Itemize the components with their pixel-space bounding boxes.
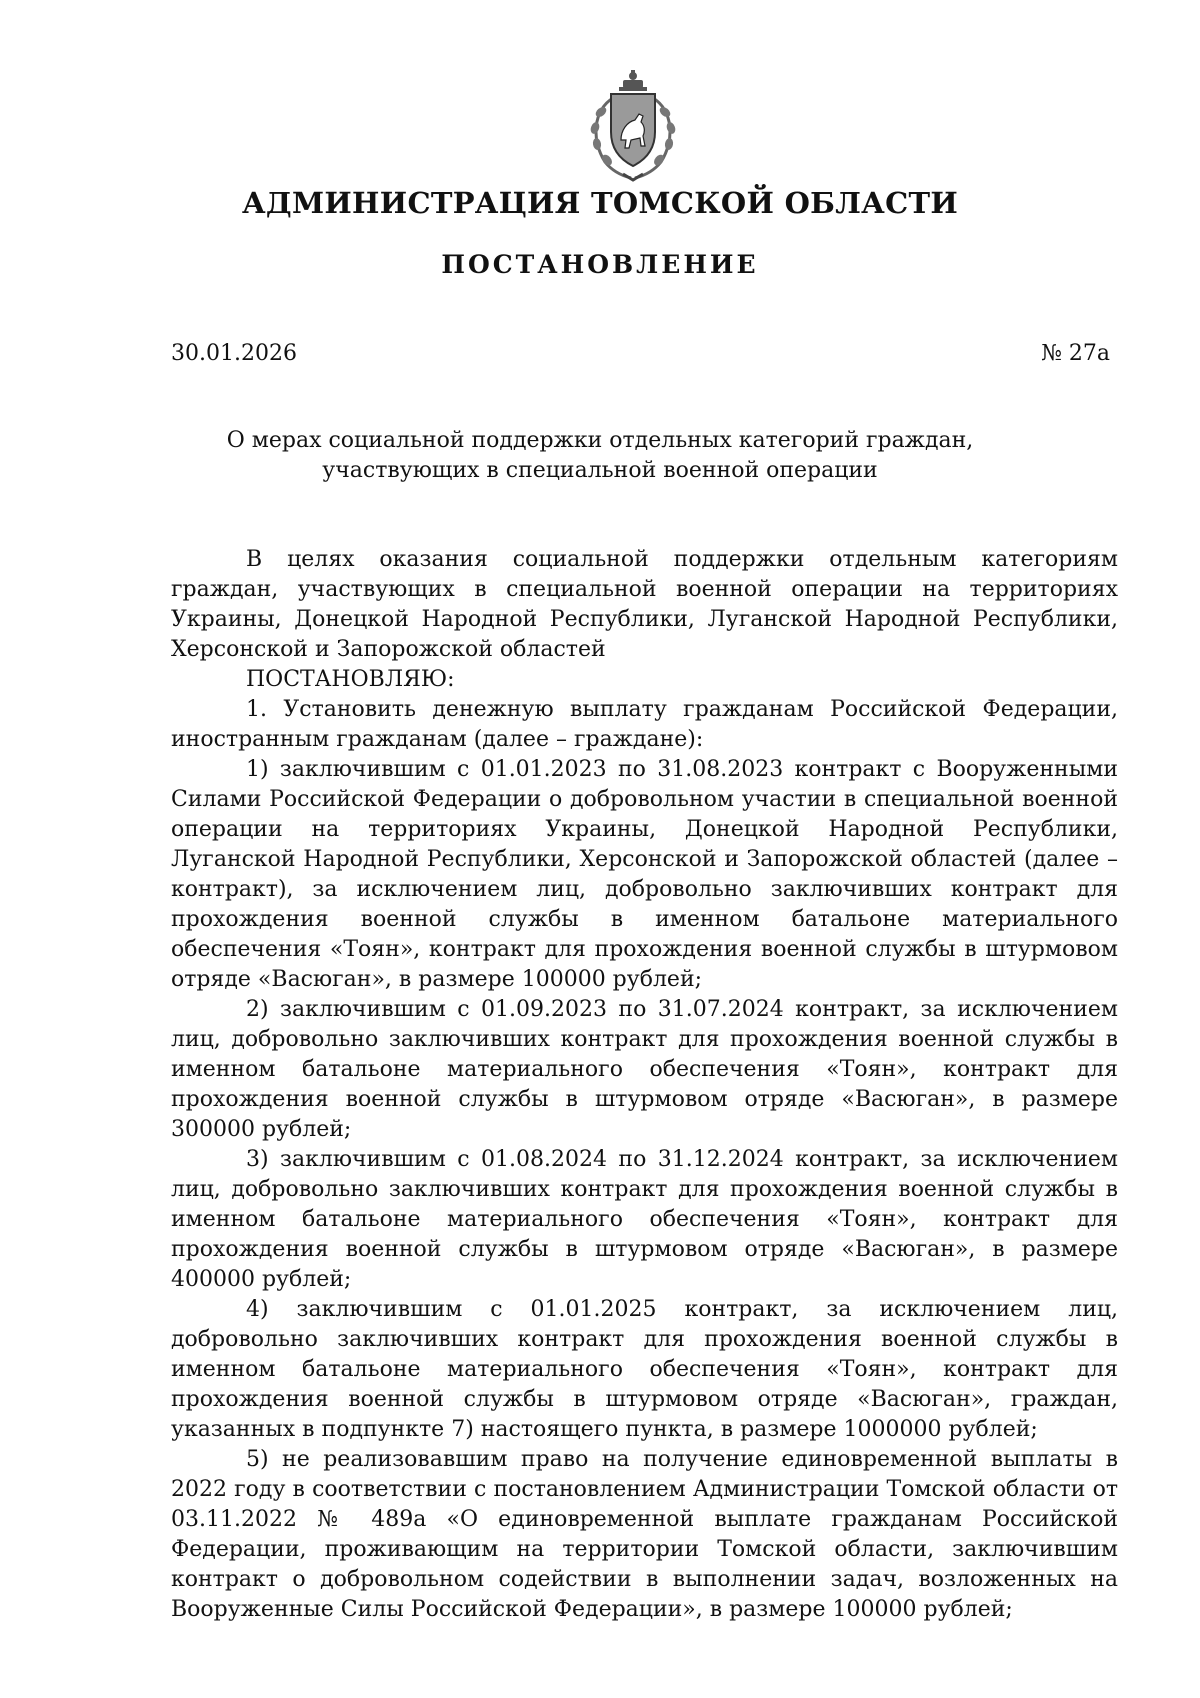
document-subject — [0, 426, 1200, 486]
body-paragraph: 2) заключившим с 01.09.2023 по 31.07.2024 контракт, за исключением лиц, добровольно заключивших контракт для прохождения военной службы в именном батальоне материального обеспечения «Тоян», контракт для прохождения военной службы в штурмовом отряде «Васюган», в размере 300000 рублей; — [171, 997, 1118, 1142]
document-body — [171, 545, 1118, 1625]
body-paragraph: 1) заключившим с 01.01.2023 по 31.08.2023 контракт с Вооруженными Силами Российской Федерации о добровольном участии в специальной военной операции на территориях Украины, Донецкой Народной Республики, Луганской Народной Республики, Херсонской и Запорожской областей (далее – контракт), за исключением лиц, добровольно заключивших контракт для прохождения военной службы в именном батальоне материального обеспечения «Тоян», контракт для прохождения военной службы в штурмовом отряде «Васюган», в размере 100000 рублей; — [171, 757, 1118, 992]
body-paragraph: 3) заключившим с 01.08.2024 по 31.12.2024 контракт, за исключением лиц, добровольно заключивших контракт для прохождения военной службы в именном батальоне материального обеспечения «Тоян», контракт для прохождения военной службы в штурмовом отряде «Васюган», в размере 400000 рублей; — [171, 1147, 1118, 1292]
body-paragraph: 5) не реализовавшим право на получение единовременной выплаты в 2022 году в соответствии с постановлением Администрации Томской области от 03.11.2022 № 489а «О единовременной выплате гражданам Российской Федерации, проживающим на территории Томской области, заключившим контракт о добровольном содействии в выполнении задач, возложенных на Вооруженные Силы Российской Федерации», в размере 100000 рублей; — [171, 1447, 1118, 1622]
document-type: ПОСТАНОВЛЕНИЕ — [441, 250, 759, 279]
tomsk-region-coat-of-arms-icon — [583, 70, 683, 182]
body-paragraph-resolve: ПОСТАНОВЛЯЮ: — [246, 667, 455, 692]
subject-line: участвующих в специальной военной операции — [322, 458, 878, 483]
body-paragraph: 1. Установить денежную выплату гражданам Российской Федерации, иностранным гражданам (далее – граждане): — [171, 697, 1118, 752]
organization-title: АДМИНИСТРАЦИЯ ТОМСКОЙ ОБЛАСТИ — [241, 186, 959, 220]
document-number: № 27а — [1041, 341, 1110, 366]
body-paragraph: В целях оказания социальной поддержки отдельным категориям граждан, участвующих в специальной военной операции на территориях Украины, Донецкой Народной Республики, Луганской Народной Республики, Херсонской и Запорожской областей — [171, 547, 1118, 662]
document-date: 30.01.2026 — [171, 341, 297, 366]
subject-line: О мерах социальной поддержки отдельных категорий граждан, — [226, 428, 974, 453]
body-paragraph: 4) заключившим с 01.01.2025 контракт, за исключением лиц, добровольно заключивших контракт для прохождения военной службы в именном батальоне материального обеспечения «Тоян», контракт для прохождения военной службы в штурмовом отряде «Васюган», граждан, указанных в подпункте 7) настоящего пункта, в размере 1000000 рублей; — [171, 1297, 1118, 1442]
